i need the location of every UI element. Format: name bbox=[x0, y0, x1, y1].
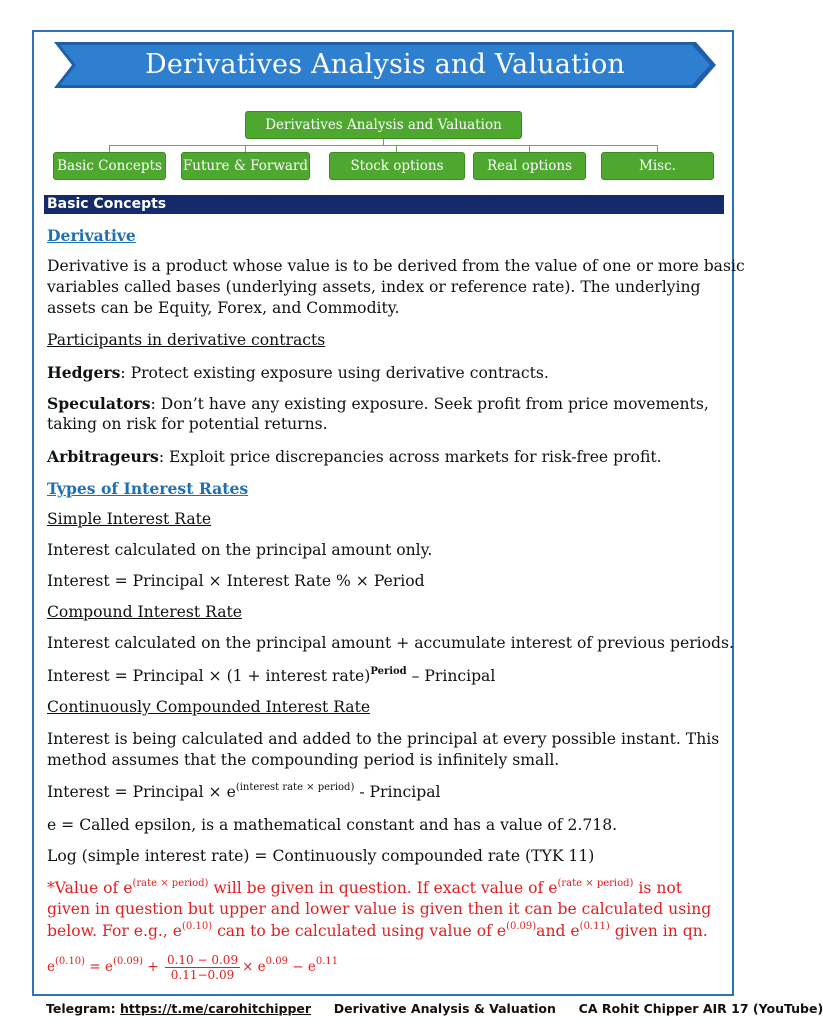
equation-part: − e bbox=[287, 959, 316, 975]
hedgers-label: Hedgers bbox=[47, 363, 121, 382]
note-part: can to be calculated using value of e bbox=[212, 922, 507, 940]
chart-box-basic-concepts: Basic Concepts bbox=[53, 152, 166, 180]
note-part: below. For e.g., e bbox=[47, 922, 183, 940]
simple-interest-heading-text: Simple Interest Rate bbox=[47, 510, 212, 528]
footer-author: CA Rohit Chipper AIR 17 (YouTube) bbox=[578, 1001, 823, 1016]
participants-heading-text: Participants in derivative contracts bbox=[47, 331, 326, 349]
interest-types-heading-text: Types of Interest Rates bbox=[47, 479, 249, 498]
equation-part: + bbox=[143, 959, 163, 975]
formula-exponent: (interest rate × period) bbox=[235, 782, 355, 793]
log-line: Log (simple interest rate) = Continuously compounded rate (TYK 11) bbox=[47, 847, 595, 865]
formula-part: Interest = Principal × e bbox=[47, 783, 236, 801]
paragraph-line: method assumes that the compounding period is infinitely small. bbox=[47, 751, 560, 769]
continuous-interest-heading bbox=[47, 697, 370, 718]
continuous-interest-formula bbox=[47, 782, 441, 803]
chart-connector bbox=[396, 145, 397, 152]
section-header-basic-concepts: Basic Concepts bbox=[44, 195, 724, 214]
note-exponent: (0.09) bbox=[506, 921, 537, 932]
note-part: *Value of e bbox=[47, 879, 133, 897]
compound-interest-heading bbox=[47, 602, 242, 623]
banner-title: Derivatives Analysis and Valuation bbox=[145, 49, 625, 80]
compound-interest-desc: Interest calculated on the principal amount + accumulate interest of previous periods. bbox=[47, 634, 734, 652]
interest-types-heading bbox=[47, 478, 248, 500]
chart-root-box: Derivatives Analysis and Valuation bbox=[245, 111, 522, 139]
simple-interest-desc: Interest calculated on the principal amount only. bbox=[47, 541, 433, 559]
epsilon-line: e = Called epsilon, is a mathematical constant and has a value of 2.718. bbox=[47, 816, 618, 834]
paragraph-line: assets can be Equity, Forex, and Commodity. bbox=[47, 299, 400, 317]
hedgers-line bbox=[47, 362, 549, 384]
note-exponent: (rate × period) bbox=[132, 878, 209, 889]
note-exponent: (0.11) bbox=[579, 921, 610, 932]
arbitrageurs-label: Arbitrageurs bbox=[47, 447, 159, 466]
footer-subject: Derivative Analysis & Valuation bbox=[333, 1001, 556, 1016]
paragraph-line: Interest is being calculated and added to the principal at every possible instant. This bbox=[47, 730, 720, 748]
equation-exponent: (0.09) bbox=[112, 956, 144, 967]
chart-box-future-forward: Future & Forward bbox=[181, 152, 310, 180]
arbitrageurs-text: : Exploit price discrepancies across markets for risk-free profit. bbox=[158, 448, 662, 466]
equation-exponent: (0.10) bbox=[55, 956, 86, 967]
continuous-interest-heading-text: Continuously Compounded Interest Rate bbox=[47, 698, 371, 716]
footer-telegram-link[interactable]: https://t.me/carohitchipper bbox=[120, 1001, 312, 1016]
speculators-line bbox=[47, 393, 709, 415]
note-exponent: (0.10) bbox=[182, 921, 213, 932]
fraction-denominator: 0.11−0.09 bbox=[170, 968, 235, 982]
formula-part: Interest = Principal × (1 + interest rate) bbox=[47, 667, 371, 685]
compound-interest-formula bbox=[47, 666, 495, 687]
equation-part: = e bbox=[85, 959, 113, 975]
simple-interest-formula: Interest = Principal × Interest Rate % × Period bbox=[47, 572, 425, 590]
chart-box-stock-options: Stock options bbox=[329, 152, 465, 180]
simple-interest-heading bbox=[47, 509, 211, 530]
formula-exponent: Period bbox=[370, 666, 407, 677]
chart-connector bbox=[109, 145, 110, 152]
compound-interest-heading-text: Compound Interest Rate bbox=[47, 603, 242, 621]
paragraph-line: variables called bases (underlying assets, index or reference rate). The underlying bbox=[47, 278, 701, 296]
note-line: given in question but upper and lower value is given then it can be calculated using bbox=[47, 900, 712, 918]
formula-part: – Principal bbox=[406, 667, 496, 685]
note-part: and e bbox=[536, 922, 580, 940]
chart-connector bbox=[529, 145, 530, 152]
participants-heading bbox=[47, 330, 325, 351]
note-part: will be given in question. If exact value of e bbox=[208, 879, 558, 897]
chart-connector-bar bbox=[109, 145, 657, 146]
note-line bbox=[47, 878, 682, 899]
derivative-heading bbox=[47, 225, 136, 247]
chart-box-real-options: Real options bbox=[473, 152, 586, 180]
derivative-heading-text: Derivative bbox=[47, 226, 136, 245]
interpolation-equation bbox=[47, 952, 338, 982]
chart-box-misc: Misc. bbox=[601, 152, 714, 180]
paragraph-line: Derivative is a product whose value is to be derived from the value of one or more basic bbox=[47, 257, 745, 275]
note-line bbox=[47, 921, 708, 942]
paragraph-line: taking on risk for potential returns. bbox=[47, 415, 328, 433]
note-part: given in qn. bbox=[609, 922, 708, 940]
footer-telegram-label: Telegram: bbox=[46, 1001, 121, 1016]
equation-exponent: 0.11 bbox=[315, 956, 339, 967]
note-part: is not bbox=[633, 879, 683, 897]
page-footer bbox=[46, 1001, 823, 1016]
title-banner bbox=[54, 42, 716, 88]
arbitrageurs-line bbox=[47, 446, 662, 468]
formula-part: - Principal bbox=[354, 783, 441, 801]
equation-exponent: 0.09 bbox=[265, 956, 288, 967]
equation-part: × e bbox=[242, 959, 266, 975]
speculators-text: : Don’t have any existing exposure. Seek profit from price movements, bbox=[150, 395, 709, 413]
fraction-numerator: 0.10 − 0.09 bbox=[166, 953, 239, 967]
equation-part: e bbox=[47, 959, 55, 975]
speculators-label: Speculators bbox=[47, 394, 151, 413]
equation-fraction bbox=[165, 953, 240, 982]
note-exponent: (rate × period) bbox=[557, 878, 634, 889]
chart-connector bbox=[245, 145, 246, 152]
hedgers-text: : Protect existing exposure using derivative contracts. bbox=[120, 364, 549, 382]
chart-connector bbox=[657, 145, 658, 152]
